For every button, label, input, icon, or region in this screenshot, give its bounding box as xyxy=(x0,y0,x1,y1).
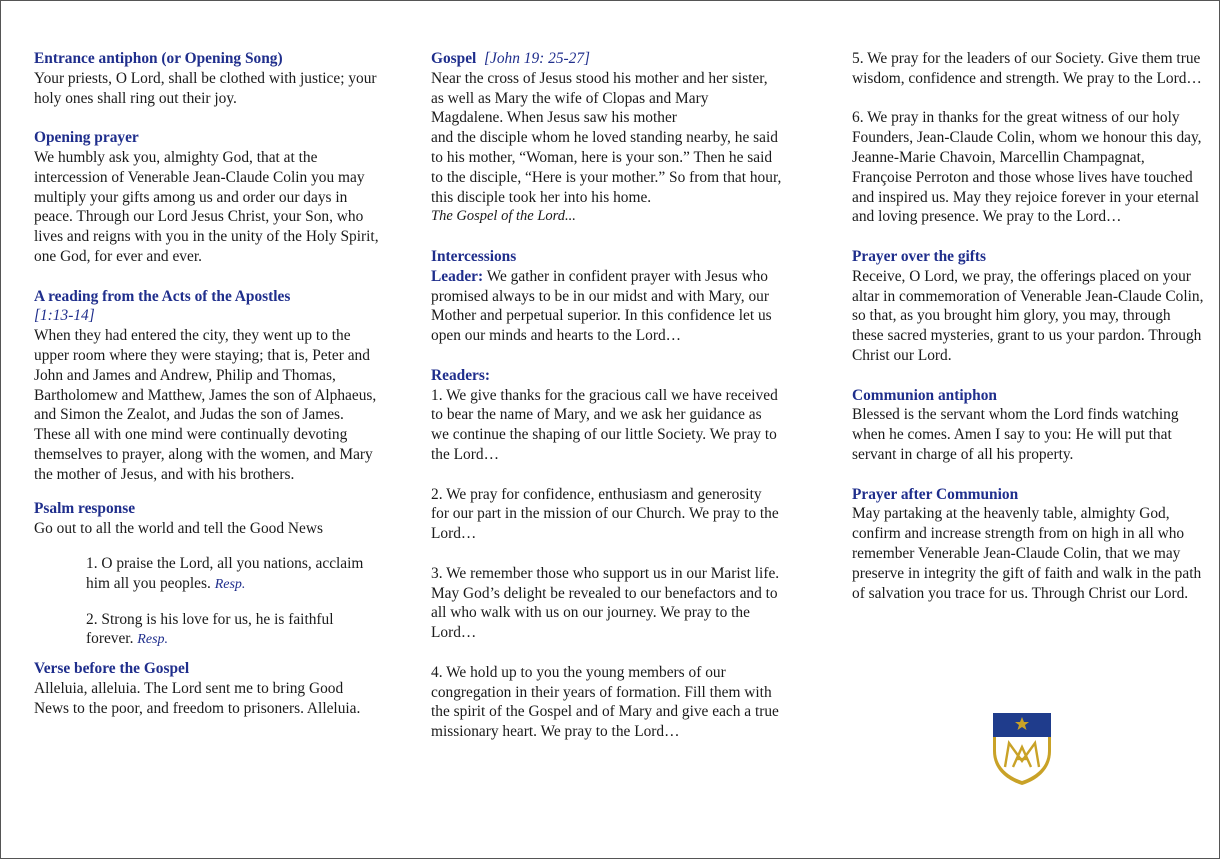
entrance-antiphon-heading: Entrance antiphon (or Opening Song) xyxy=(34,50,283,67)
first-reading-section xyxy=(34,287,379,485)
intercession-item-4-block xyxy=(431,663,783,742)
psalm-verse-2 xyxy=(86,610,379,651)
prayer-after-communion-heading: Prayer after Communion xyxy=(852,485,1019,503)
marist-crest-icon xyxy=(991,711,1053,787)
intercession-item-3-block xyxy=(431,564,783,643)
intercessions-heading: Intercessions xyxy=(431,247,517,265)
intercession-item-5-block xyxy=(852,49,1204,89)
intercession-item-5: 5. We pray for the leaders of our Society. Give them true wisdom, confidence and strength. We pray to the Lord… xyxy=(852,50,1202,87)
first-reading-reference: [1:13-14] xyxy=(34,307,95,325)
verse-before-gospel-heading: Verse before the Gospel xyxy=(34,660,190,678)
gospel-text-part2: and the disciple whom he loved standing nearby, he said to his mother, “Woman, here is your son.” Then he said to the disciple, “Here is your mother.” So from that hour, this disciple took her into his home. xyxy=(431,129,782,206)
gospel-section xyxy=(431,49,783,227)
opening-prayer-heading: Opening prayer xyxy=(34,129,139,147)
leader-text: We gather in confident prayer with Jesus who promised always to be in our midst and with Mary, our Mother and perpetual superior. In this confidence let us open our minds and hearts to the Lord… xyxy=(431,267,772,345)
communion-antiphon-section xyxy=(852,386,1204,465)
intercession-item-3: 3. We remember those who support us in our Marist life. May God’s delight be revealed to our benefactors and to all who walk with us on our journey. We pray to the Lord… xyxy=(431,564,780,642)
intercession-item-1: 1. We give thanks for the gracious call we have received to bear the name of Mary, and we ask her guidance as we continue the shaping of our little Society. We pray to the Lord… xyxy=(431,386,778,463)
gospel-text-part1: Near the cross of Jesus stood his mother and her sister, as well as Mary the wife of Clopas and Mary Magdalene. When Jesus saw his mother xyxy=(431,69,768,127)
communion-antiphon-text: Blessed is the servant whom the Lord finds watching when he comes. Amen I say to you: He will put that servant in charge of all his property. xyxy=(852,406,1179,463)
psalm-heading: Psalm response xyxy=(34,500,136,518)
prayer-over-gifts-text: Receive, O Lord, we pray, the offerings placed on your altar in commemoration of Venerable Jean-Claude Colin, so that, as you brought him glory, you may, through these sacred mysteries, grant to us your pardon. Through Christ our Lord. xyxy=(852,267,1204,364)
column-right xyxy=(852,49,1204,623)
gospel-heading-line xyxy=(431,49,783,69)
verse-before-gospel-text: Alleluia, alleluia. The Lord sent me to bring Good News to the poor, and freedom to prisoners. Alleluia. xyxy=(34,679,361,717)
readers-block xyxy=(431,366,783,465)
psalm-verse-2-text: 2. Strong is his love for us, he is faithful forever. xyxy=(86,610,334,648)
psalm-resp-label-1: Resp. xyxy=(214,576,246,592)
gospel-closing: The Gospel of the Lord... xyxy=(431,208,576,225)
first-reading-text: When they had entered the city, they went up to the upper room where they were staying; that is, Peter and John and James and Andrew, Philip and Thomas, Bartholomew and Matthew, James the son of Alphaeus, and Simon the Zealot, and Judas the son of James. These all with one mind were continually devoting themselves to prayer, along with the women, and Mary the mother of Jesus, and with his brothers. xyxy=(34,327,377,483)
column-middle xyxy=(431,49,783,762)
gospel-reference: [John 19: 25-27] xyxy=(484,50,591,67)
intercessions-leader xyxy=(431,267,783,346)
entrance-antiphon-section xyxy=(34,49,379,108)
intercession-item-4: 4. We hold up to you the young members of our congregation in their years of formation. Fill them with the spirit of the Gospel and of Mary and give each a true missionary heart. We pray to the Lord… xyxy=(431,663,779,741)
psalm-verse-1-text: 1. O praise the Lord, all you nations, acclaim him all you peoples. xyxy=(86,554,364,592)
communion-antiphon-heading: Communion antiphon xyxy=(852,386,997,404)
verse-before-gospel-section xyxy=(34,659,379,718)
psalm-verse-1 xyxy=(86,554,379,595)
opening-prayer-section xyxy=(34,128,379,267)
psalm-section xyxy=(34,499,379,650)
intercession-item-6-block xyxy=(852,108,1204,227)
psalm-resp-label-2: Resp. xyxy=(137,632,169,648)
first-reading-heading: A reading from the Acts of the Apostles xyxy=(34,287,291,305)
intercession-item-2-block xyxy=(431,485,783,544)
opening-prayer-text: We humbly ask you, almighty God, that at the intercession of Venerable Jean-Claude Colin you may multiply your gifts among us and order our days in peace. Through our Lord Jesus Christ, your Son, who lives and reigns with you in the unity of the Holy Spirit, one God, for ever and ever. xyxy=(34,148,379,265)
intercession-item-2: 2. We pray for confidence, enthusiasm and generosity for our part in the mission of our Church. We pray to the Lord… xyxy=(431,485,779,543)
leader-label: Leader: xyxy=(431,267,484,285)
intercession-item-6: 6. We pray in thanks for the great witness of our holy Founders, Jean-Claude Colin, whom we honour this day, Jeanne-Marie Chavoin, Marcellin Champagnat, Françoise Perroton and those whose lives have touched and inspired us. May they rejoice forever in your eternal and loving presence. We pray to the Lord… xyxy=(852,109,1202,226)
psalm-response: Go out to all the world and tell the Good News xyxy=(34,520,323,538)
prayer-after-communion-section xyxy=(852,485,1204,604)
entrance-antiphon-text: Your priests, O Lord, shall be clothed with justice; your holy ones shall ring out their joy. xyxy=(34,69,377,107)
prayer-over-gifts-section xyxy=(852,247,1204,366)
prayer-over-gifts-heading: Prayer over the gifts xyxy=(852,247,987,265)
column-left xyxy=(34,49,379,738)
readers-label: Readers: xyxy=(431,366,490,384)
intercessions-section xyxy=(431,247,783,346)
prayer-after-communion-text: May partaking at the heavenly table, almighty God, confirm and increase strength from on high in all who remember Venerable Jean-Claude Colin, that we may preserve in integrity the gift of faith and walk in the path of salvation you trace for us. Through Christ our Lord. xyxy=(852,505,1202,602)
gospel-heading: Gospel xyxy=(431,50,477,67)
